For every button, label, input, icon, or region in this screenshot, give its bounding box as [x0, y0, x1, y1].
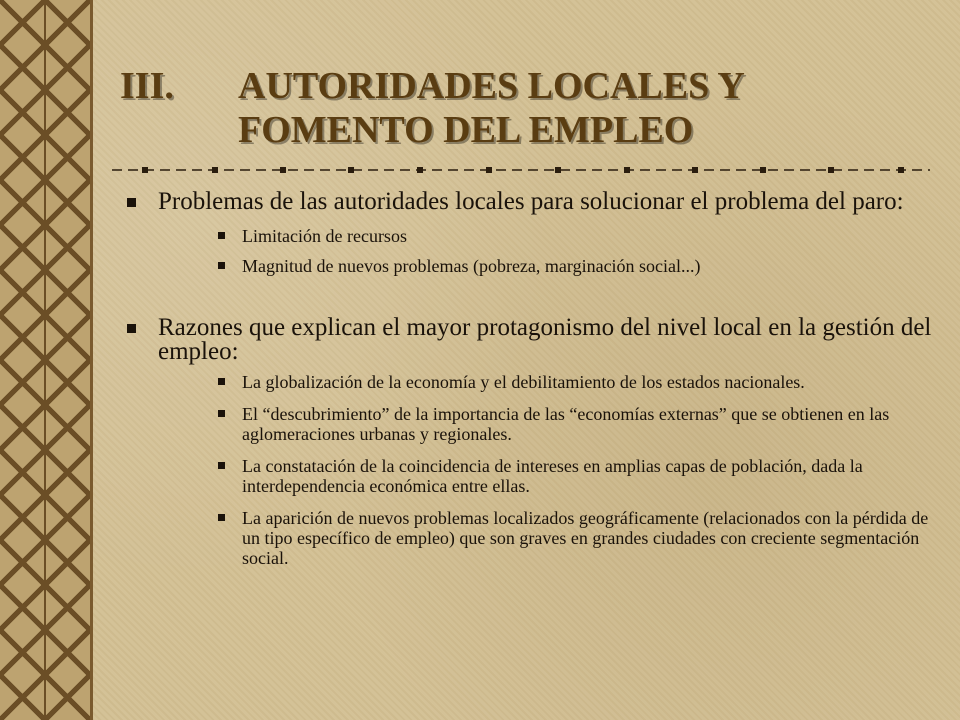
dashed-divider: [112, 163, 930, 177]
title-text: [238, 64, 918, 152]
title-line-1: AUTORIDADES LOCALES Y: [238, 65, 745, 107]
list-item-text: La globalización de la economía y el debilitamiento de los estados nacionales.: [242, 372, 805, 392]
list-item-text: La aparición de nuevos problemas localizados geográficamente (relacionados con la pérdida de un tipo específico de empleo) que son graves en grandes ciudades con creciente segmentación social.: [242, 508, 929, 568]
section-heading-text: Razones que explican el mayor protagonismo del nivel local en la gestión del empleo:: [158, 314, 932, 365]
title-number: III.: [120, 65, 174, 107]
slide-content: [122, 188, 932, 568]
list-item-text: La constatación de la coincidencia de intereses en amplias capas de población, dada la interdependencia económica entre ellas.: [242, 456, 863, 496]
list-item: [122, 256, 932, 276]
square-bullet-icon: [218, 378, 225, 385]
list-item: [122, 372, 932, 392]
square-bullet-icon: [127, 198, 136, 207]
square-bullet-icon: [218, 232, 225, 239]
list-item: [122, 456, 932, 496]
square-bullet-icon: [218, 514, 225, 521]
list-item-text: Magnitud de nuevos problemas (pobreza, marginación social...): [242, 256, 701, 276]
list-item: [122, 404, 932, 444]
square-bullet-icon: [218, 262, 225, 269]
section-heading: [122, 190, 932, 214]
list-item: [122, 508, 932, 568]
list-item-text: El “descubrimiento” de la importancia de las “economías externas” que se obtienen en las aglomeraciones urbanas y regionales.: [242, 404, 890, 444]
square-bullet-icon: [127, 324, 136, 333]
decorative-lattice-sidebar: [0, 0, 93, 720]
section-heading-text: Problemas de las autoridades locales para solucionar el problema del paro:: [158, 188, 904, 215]
square-bullet-icon: [218, 410, 225, 417]
list-item-text: Limitación de recursos: [242, 226, 407, 246]
list-item: [122, 226, 932, 246]
section-heading: [122, 316, 932, 364]
square-bullet-icon: [218, 462, 225, 469]
title-line-2: FOMENTO DEL EMPLEO: [238, 109, 694, 151]
